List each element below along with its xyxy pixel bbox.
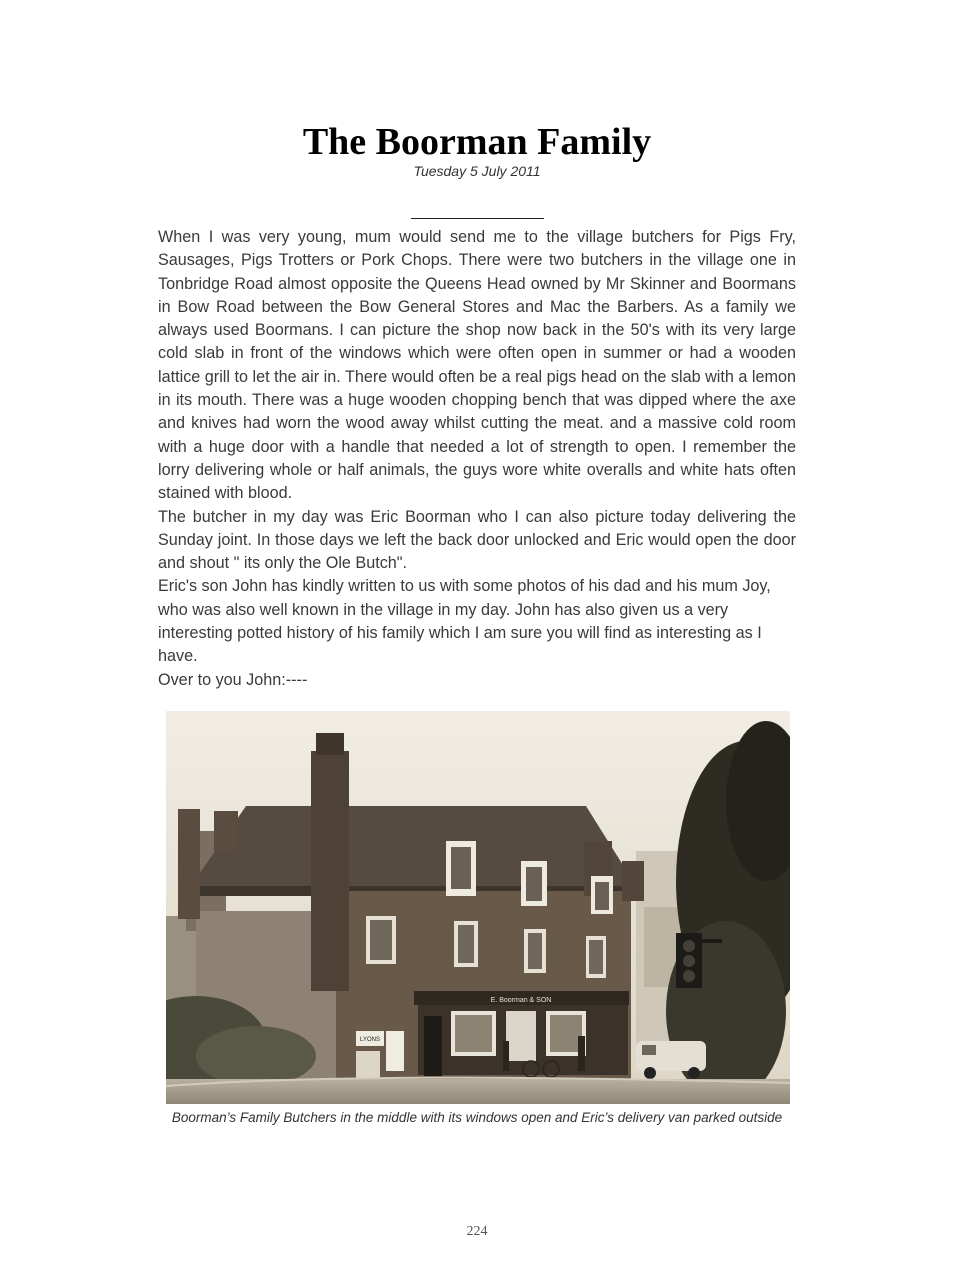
title-divider: [411, 218, 544, 219]
article-date: Tuesday 5 July 2011: [413, 163, 541, 179]
page-title: The Boorman Family: [302, 121, 652, 163]
butcher-shop-photo: [166, 711, 790, 1104]
article-paragraph: When I was very young, mum would send me to the village butchers for Pigs Fry, Sausages, Pigs Trotters or Pork Chops. There were two butchers in the village one in Tonbridge Road almost opposite the Queens Head owned by Mr Skinner and Boormans in Bow Road between the Bow General Stores and Mac the Barbers. As a family we always used Boormans. I can picture the shop now back in the 50's with its very large cold slab in front of the windows which were often open in summer or had a wooden lattice grill to let the air in. There would often be a real pigs head on the slab with a lemon in its mouth. There was a huge wooden chopping bench that was dipped where the axe and knives had worn the wood away whilst cutting the meat. and a massive cold room with a huge door with a handle that needed a lot of strength to open. I remember the lorry delivering whole or half animals, the guys wore white overalls and white hats often stained with blood.: [158, 228, 796, 503]
article-paragraph: Eric's son John has kindly written to us with some photos of his dad and his mum Joy, who was also well known in the village in my day. John has also given us a very interesting potted history of his family which I am sure you will find as interesting as I have.: [158, 577, 771, 666]
article-body: [158, 226, 796, 692]
poster-text: LYONS: [360, 1037, 380, 1043]
page-number: 224: [466, 1224, 488, 1239]
shop-sign-text: E. Boorman & SON: [490, 997, 552, 1004]
article-paragraph: Over to you John:----: [158, 670, 308, 689]
article-paragraph: The butcher in my day was Eric Boorman who I can also picture today delivering the Sunday joint. In those days we left the back door unlocked and Eric would open the door and shout " its only the Ole Butch".: [158, 507, 796, 573]
photo-caption: Boorman’s Family Butchers in the middle with its windows open and Eric’s delivery van parked outside: [171, 1110, 783, 1125]
